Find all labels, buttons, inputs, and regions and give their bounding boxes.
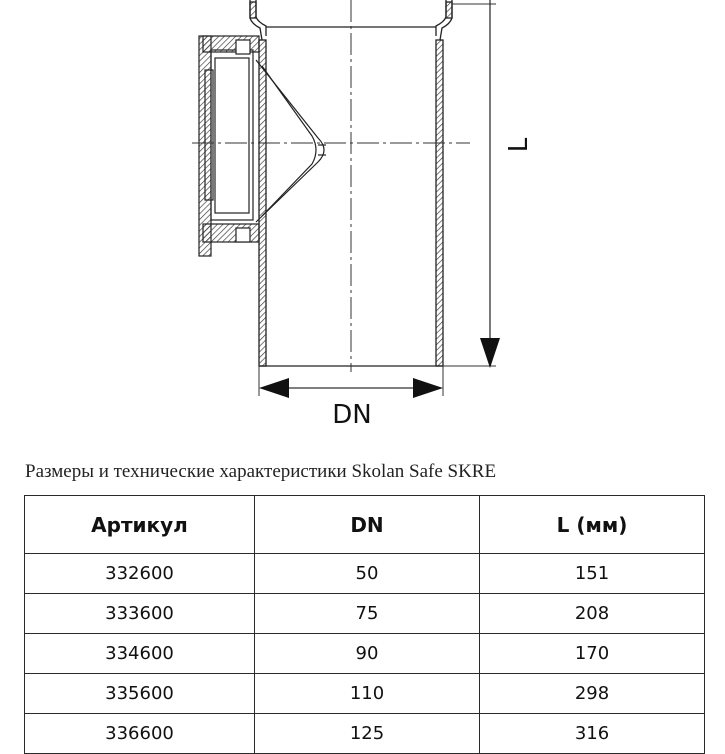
diameter-label: DN — [332, 400, 372, 430]
table-caption: Размеры и технические характеристики Skolan Safe SKRE — [25, 461, 497, 482]
cell-article: 332600 — [25, 554, 255, 594]
header-dn: DN — [255, 496, 480, 554]
cell-length: 170 — [480, 634, 705, 674]
cell-dn: 125 — [255, 714, 480, 754]
cell-length: 298 — [480, 674, 705, 714]
cell-length: 151 — [480, 554, 705, 594]
cell-article: 335600 — [25, 674, 255, 714]
cell-length: 316 — [480, 714, 705, 754]
cell-article: 334600 — [25, 634, 255, 674]
table-row — [25, 674, 705, 714]
cell-dn: 90 — [255, 634, 480, 674]
table-row — [25, 714, 705, 754]
center-lines — [192, 0, 470, 372]
table-header-row — [25, 496, 705, 554]
table-row — [25, 594, 705, 634]
cell-length: 208 — [480, 594, 705, 634]
header-article: Артикул — [25, 496, 255, 554]
length-dimension — [443, 0, 500, 368]
cell-dn: 110 — [255, 674, 480, 714]
table-row — [25, 554, 705, 594]
cell-article: 336600 — [25, 714, 255, 754]
header-length: L (мм) — [480, 496, 705, 554]
table-row — [25, 634, 705, 674]
cell-dn: 75 — [255, 594, 480, 634]
cell-dn: 50 — [255, 554, 480, 594]
spec-table — [24, 495, 705, 754]
length-label: L — [504, 137, 534, 153]
cell-article: 333600 — [25, 594, 255, 634]
